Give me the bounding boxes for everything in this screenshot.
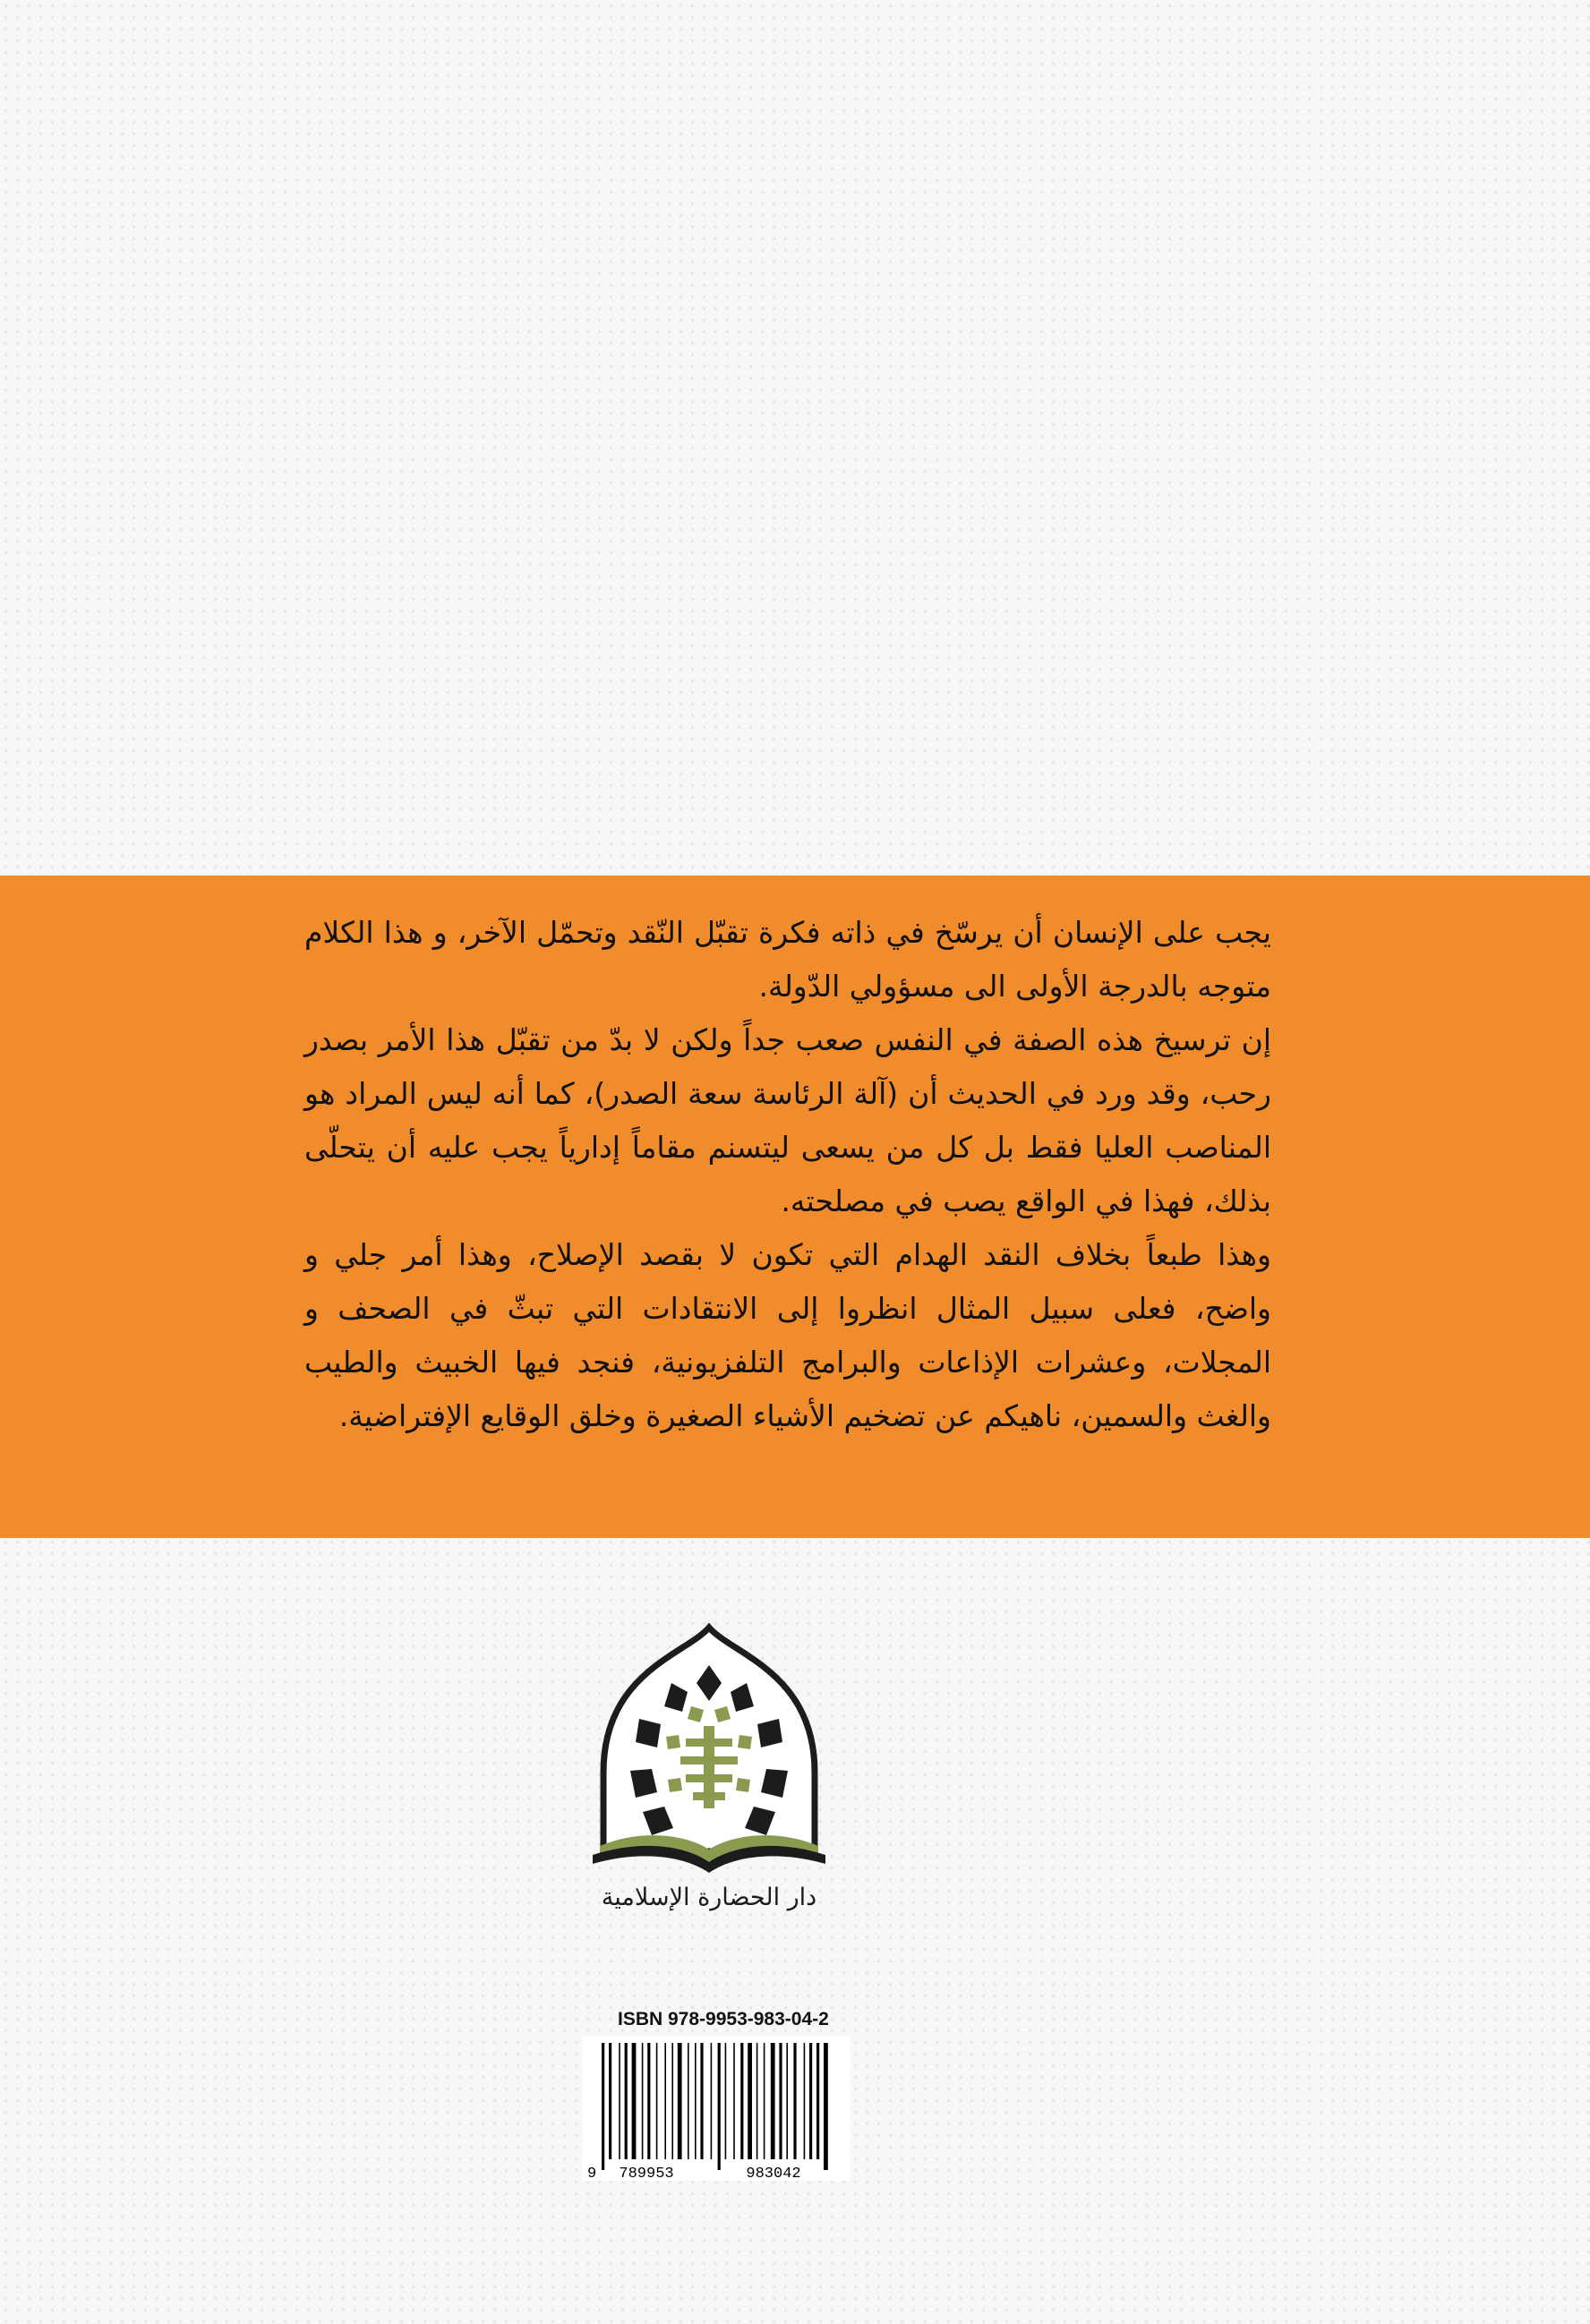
barcode-bar: [632, 2043, 637, 2159]
barcode-bar: [793, 2043, 796, 2159]
barcode-bar: [647, 2043, 650, 2159]
barcode-bar: [733, 2043, 735, 2159]
barcode-bar: [740, 2043, 743, 2159]
barcode-digits-left: 789953: [619, 2166, 674, 2181]
blurb-paragraph-3: وهذا طبعاً بخلاف النقد الهدام التي تكون لا بقصد الإصلاح، وهذا أمر جلي و واضح، فعلى سبيل المثال انظروا إلى الانتقادات التي تبثّ في الصحف و المجلات، وعشرات الإذاعات والبرامج التلفزيونية، فنجد فيها الخبيث والطيب والغث والسمين، ناهيكم عن تضخيم الأشياء الصغيرة وخلق الوقايع الإفتراضية.: [304, 1237, 1271, 1433]
barcode-bar: [671, 2043, 673, 2159]
barcode-bar: [625, 2043, 628, 2159]
barcode-bar: [824, 2043, 828, 2170]
barcode-bar: [656, 2043, 658, 2159]
barcode-bar: [602, 2043, 604, 2170]
barcode-bar: [804, 2043, 806, 2159]
barcode-digits-right: 983042: [746, 2166, 801, 2181]
barcode-bar: [664, 2043, 666, 2159]
isbn-barcode: [582, 2036, 851, 2181]
publisher-logo: [580, 1620, 838, 1916]
barcode-bar: [711, 2043, 713, 2159]
barcode-bar: [771, 2043, 775, 2159]
barcode-bar: [757, 2043, 758, 2159]
barcode-bar: [678, 2043, 682, 2159]
barcode-bar: [748, 2043, 752, 2159]
barcode-bar: [688, 2043, 689, 2159]
barcode-bar: [609, 2043, 611, 2159]
blurb-paragraph-2: إن ترسيخ هذه الصفة في النفس صعب جداً ولكن لا بدّ من تقبّل هذا الأمر بصدر رحب، وقد ورد في الحديث أن (آلة الرئاسة سعة الصدر)، كما أنه ليس المراد هو المناصب العليا فقط بل كل من يسعى ليتسنم مقاماً إدارياً يجب عليه أن يتحلّى بذلك، فهذا في الواقع يصب في مصلحته.: [304, 1022, 1271, 1218]
barcode-digit-prefix: 9: [587, 2166, 597, 2181]
barcode-bar: [642, 2043, 644, 2159]
barcode-bar: [786, 2043, 788, 2159]
back-cover-blurb: [304, 906, 1271, 1443]
barcode-bar: [718, 2043, 721, 2170]
barcode-bar: [725, 2043, 727, 2159]
blurb-paragraph-1: يجب على الإنسان أن يرسّخ في ذاته فكرة تقبّل النّقد وتحمّل الآخر، و هذا الكلام متوجه بالدرجة الأولى الى مسؤولي الدّولة.: [304, 915, 1271, 1004]
publisher-name: دار الحضارة الإسلامية: [601, 1884, 817, 1911]
barcode-bar: [764, 2043, 765, 2159]
barcode-bar: [619, 2043, 620, 2159]
barcode-bar: [779, 2043, 782, 2159]
barcode-bar: [695, 2043, 697, 2159]
isbn-label: ISBN 978-9953-983-04-2: [618, 2009, 829, 2029]
barcode-bar: [809, 2043, 812, 2159]
barcode-bar: [816, 2043, 819, 2159]
barcode-bar: [700, 2043, 703, 2159]
